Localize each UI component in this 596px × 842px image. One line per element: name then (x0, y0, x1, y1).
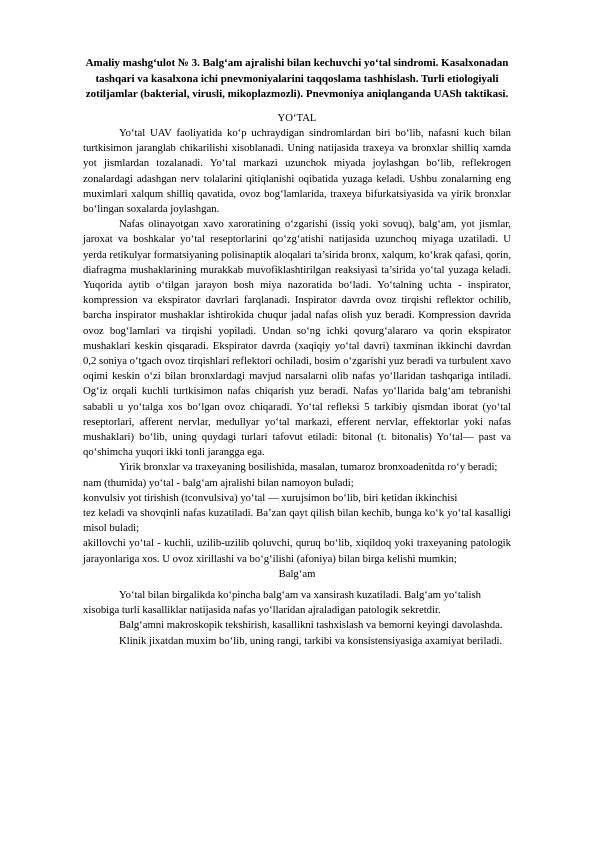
paragraph-sputum-intro: Yo‘tal bilan birgalikda ko‘pincha balg‘am va xansirash kuzatiladi. Balg‘am yo‘talish (119, 589, 482, 602)
paragraph-wet-cough: nam (thumida) yo‘tal - balg‘am ajralishi bilan namoyon buladi; (83, 476, 354, 489)
document-page (83, 56, 511, 649)
paragraph-barking-cough: akillovchi yo‘tal - kuchli, uzilib-uzilib qoluvchi, quruq bo‘lib, xiqildoq yoki traxeyaning patologik jarayonlariga xos. U ovoz xirillashi va bo‘g‘ilishi (afoniya) bilan birga kelishi mumkin; (83, 537, 511, 565)
paragraph-convulsive-cough-cont: tez keladi va shovqinli nafas kuzatiladi. Ba’zan qayt qilish bilan kechib, bunga ko‘k yo‘tal kasalligi misol buladi; (83, 507, 511, 535)
paragraph-sputum-definition: xisobiga turli kasalliklar natijasida nafas yo‘llaridan ajraladigan patologik sekretdir. (83, 604, 441, 617)
section-heading-cough: YO‘TAL (277, 111, 317, 124)
paragraph-sputum-examination: Balg‘amni makroskopik tekshirish, kasallikni tashxislash va bemorni keyingi davolashda. (119, 619, 503, 632)
section-heading-sputum: Balg‘am (278, 567, 316, 580)
paragraph-cough-mechanism: Nafas olinayotgan xavo xaroratining o‘zgarishi (issiq yoki sovuq), balg‘am, yot jismlar, jaroxat va boshkalar yo‘tal reseptorlarini qo‘zg‘atishi natijasida uzunchoq miyaga uzatiladi. U yerda retikulyar formatsiyaning polisinaptik aloqalari ta’sirida bronx, xalqum, ko‘krak qafasi, qorin, diafragma mushaklarining murakkab muvofiklashtirilgan reaksiyasi ta’sirida yo‘tal yuzaga keladi. Yuqorida aytib o‘tilgan jarayon bosh miya nazoratida bo‘ladi. Yo‘talning uchta - inspirator, kompression va ekspirator davrlari farqlanadi. Inspirator davrda ovoz tirqishi reflektor ochilib, barcha inspirator mushaklar ishtirokida chuqur jadal nafas olish yuz beradi. Kompression davrida ovoz bog‘lamlari va tirqishi yopiladi. Undan so‘ng ichki qovurg‘alararo va qorin ekspirator mushaklari keskin qisqaradi. Ekspirator davrda (xaqiqiy yo‘tal davri) taxminan ikkinchi davrdan 0,2 soniya o‘tgach ovoz tirqishlari reflektori ochiladi, bosim o‘zgarishi yuz beradi va turbulent xavo oqimi keskin o‘zi bilan bronxlardagi mavjud narsalarni olib nafas yo‘llaridan tashqariga intiladi. Og‘iz orqali kuchli turtkisimon nafas chiqarish yuz beradi. Nafas yo‘llarida balg‘am tebranishi sababli u yo‘talga xos bo‘lgan ovoz chiqaradi. Yo‘tal refleksi 5 tarkibiy qismdan iborat (yo‘tal reseptorlari, afferent nervlar, medullyar yo‘tal markazi, efferent nervlar, effektorlar yoki nafas mushaklari) bo‘lib, uning quydagi turlari tafovut etiladi: bitonal (t. bitonalis) Yo‘tal— past va qo‘shimcha yuqori ikki tonli jarangga ega. (83, 218, 511, 459)
paragraph-bronchial-compression: Yirik bronxlar va traxeyaning bosilishida, masalan, tumaroz bronxoadenitda ro‘y beradi; (119, 461, 498, 474)
paragraph-sputum-clinical: Klinik jixatdan muxim bo‘lib, uning rangi, tarkibi va konsistensiyasiga axamiyat beriladi. (119, 634, 503, 647)
document-title: Amaliy mashg‘ulot № 3. Balg‘am ajralishi bilan kechuvchi yo‘tal sindromi. Kasalxonadan tashqari va kasalxona ichi pnevmoniyalarini taqqoslama tashhislash. Turli etiologiyali zotiljamlar (bakterial, virusli, mikoplazmozli). Pnevmoniya aniqlanganda UASh taktikasi. (85, 57, 509, 101)
paragraph-cough-definition: Yo‘tal UAV faoliyatida ko‘p uchraydigan sindromlardan biri bo‘lib, nafasni kuch bilan turtkisimon jaranglab chikarilishi xisoblanadi. Uning natijasida traxeya va bronxlar shilliq xamda yot jismlardan tozalanadi. Yo‘tal markazi uzunchok miyada joylashgan bo‘lib, reflekrogen zonalardagi adashgan nerv tolalarini qitiqlanishi oqibatida yuzaga keladi. Ushbu zonalarning eng muximlari xalqum shilliq qavatida, ovoz bog‘lamlarida, traxeya bifurkatsiyasida va yirik bronxlar bo‘lingan soxalarda joylashgan. (83, 126, 511, 215)
paragraph-convulsive-cough: konvulsiv yot tirishish (tconvulsiva) yo‘tal — xurujsimon bo‘lib, biri ketidan ikkinchisi (83, 491, 458, 504)
